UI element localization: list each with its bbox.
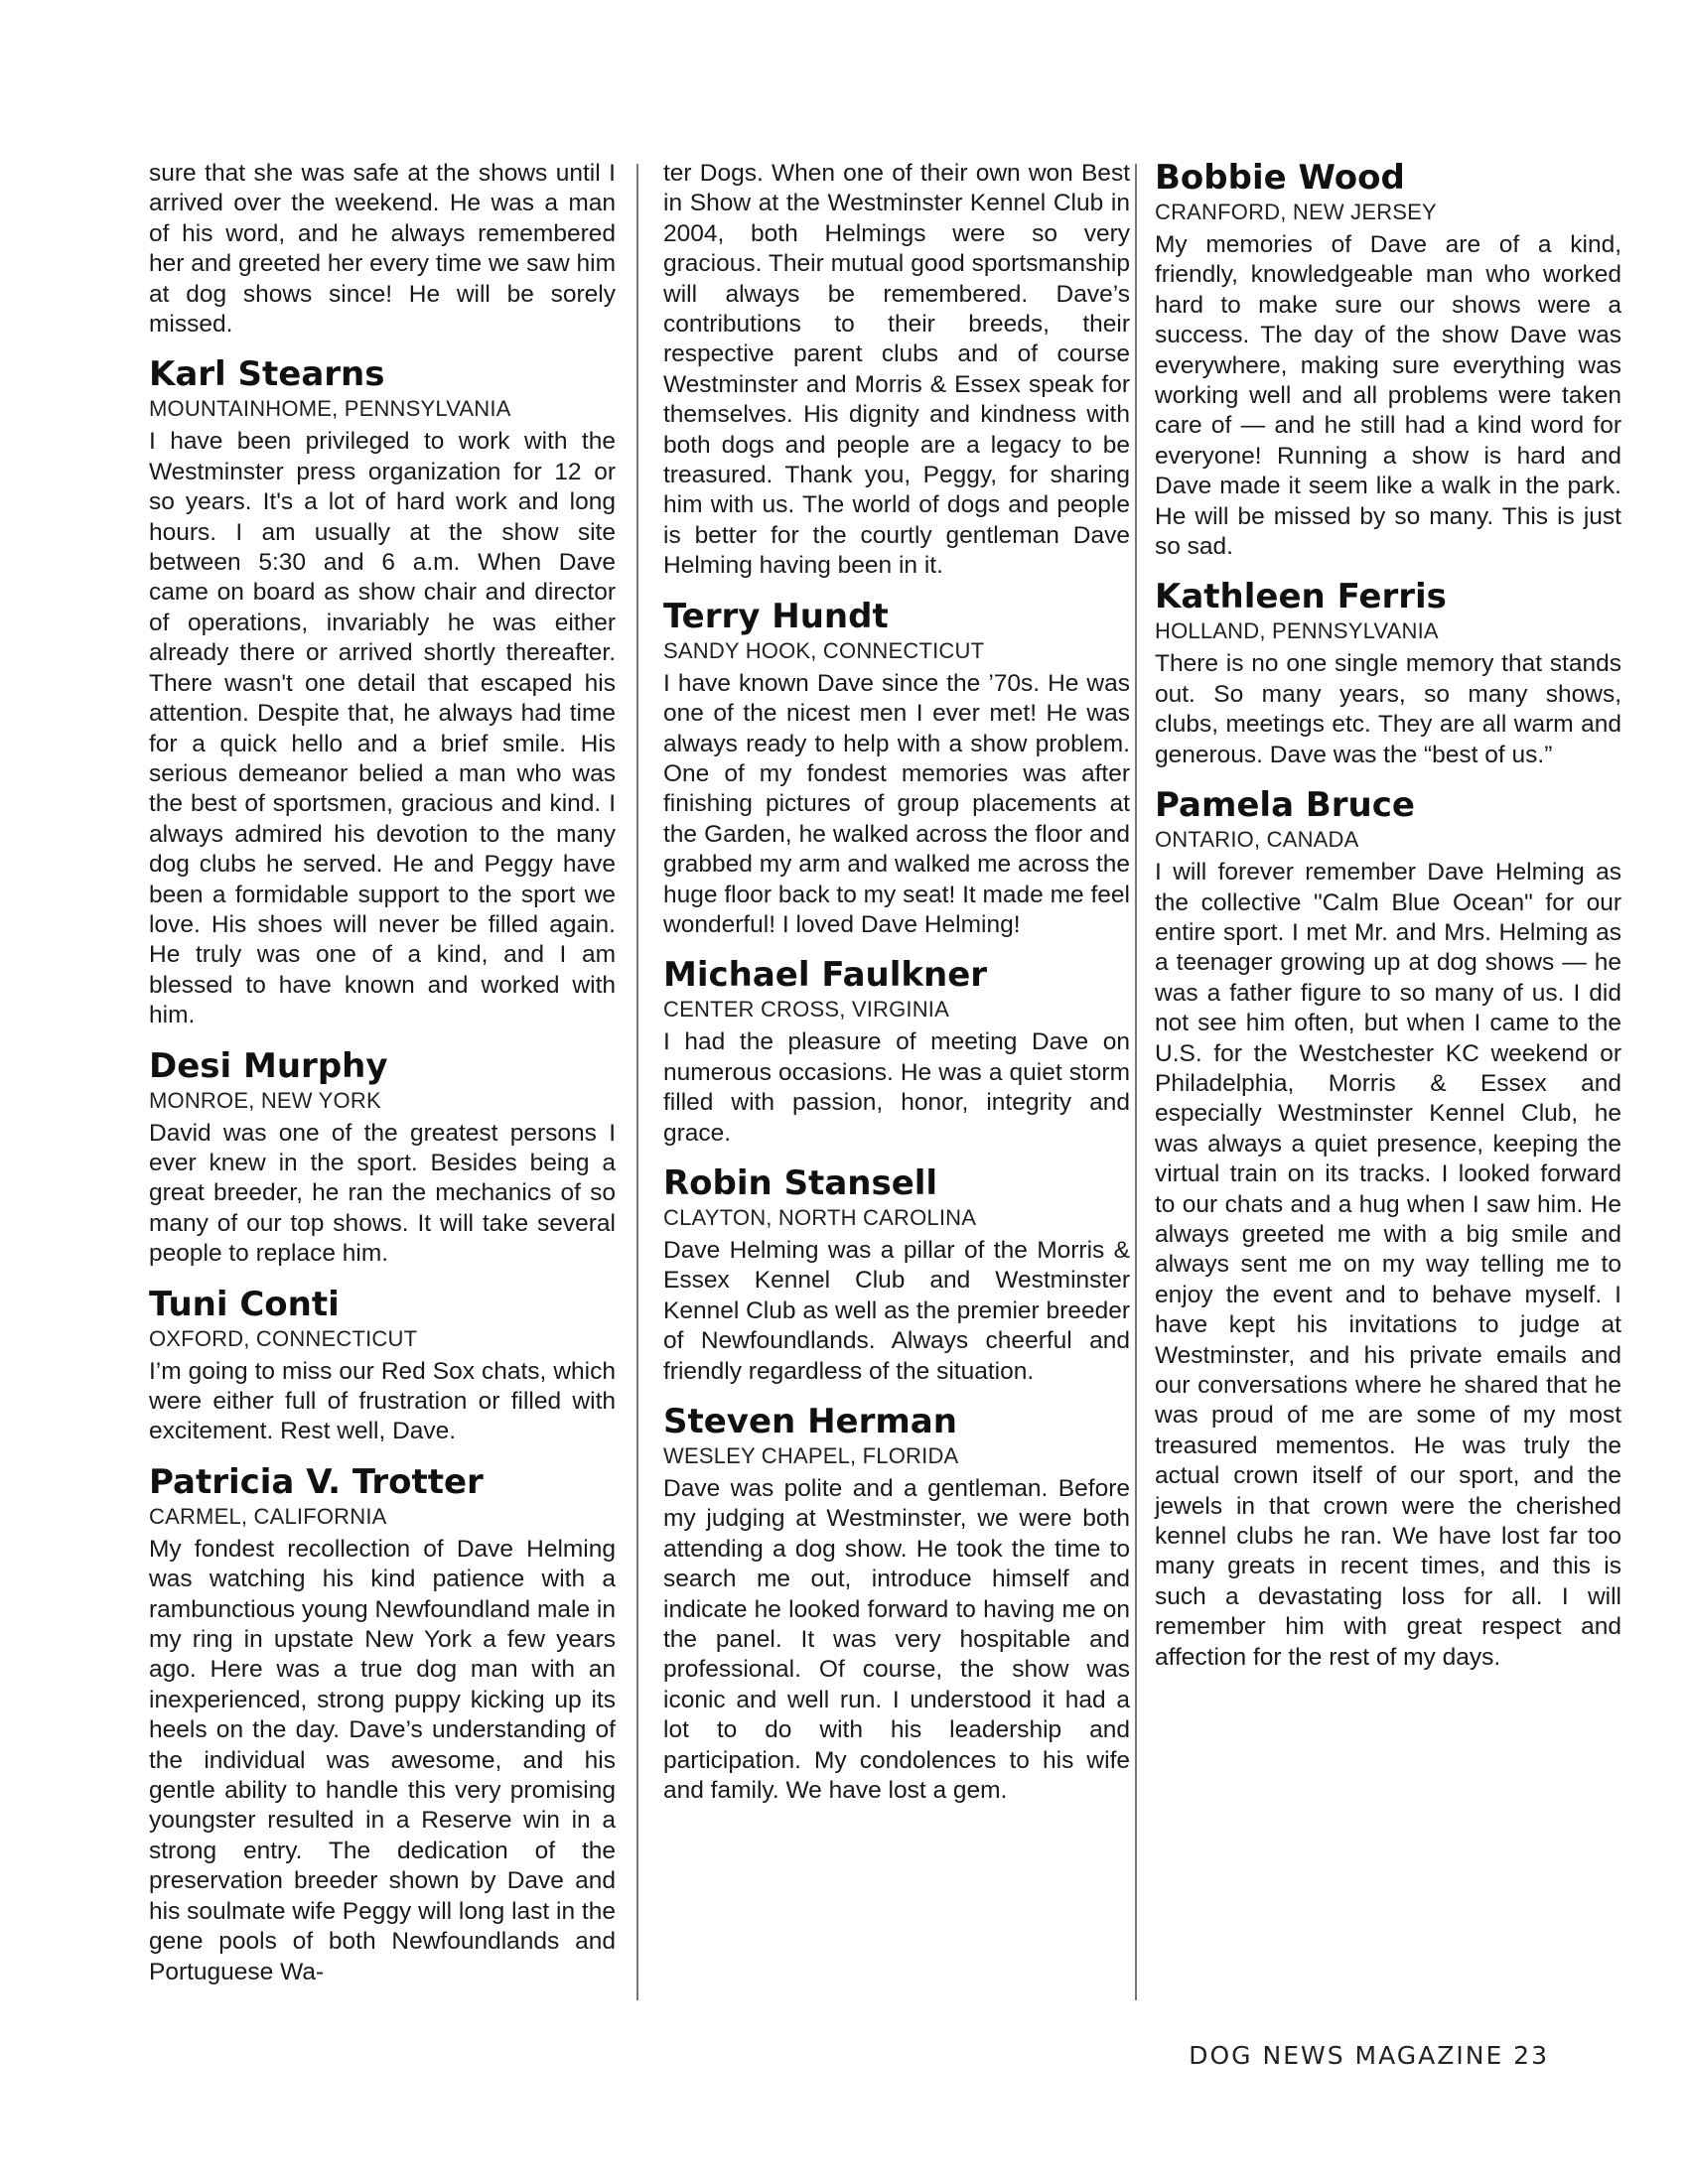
tribute-entry xyxy=(663,956,1130,1149)
contributor-name: Terry Hundt xyxy=(663,596,889,636)
column-divider xyxy=(636,164,638,2000)
tribute-entry xyxy=(1155,578,1621,770)
contributor-name: Kathleen Ferris xyxy=(1155,577,1447,617)
continued-text: sure that she was safe at the shows until I arrived over the weekend. He was a man of his word, and he always remembered her and greeted her every time we saw him at dog shows since! He will be sorely missed. xyxy=(149,160,616,339)
tribute-entry xyxy=(149,1047,616,1270)
tribute-entry xyxy=(1155,786,1621,1673)
continued-text: ter Dogs. When one of their own won Best in Show at the Westminster Kennel Club in 2004, both Helmings were so very gracious. Their mutual good sportsmanship will always be remembered. Dave’s contributions to their breeds, their respective parent clubs and of course Westminster and Morris & Essex speak for themselves. His dignity and kindness with both dogs and people are a legacy to be treasured. Thank you, Peggy, for sharing him with us. The world of dogs and people is better for the courtly gentleman Dave Helming having been in it. xyxy=(663,160,1130,580)
tribute-text: Dave Helming was a pillar of the Morris & Essex Kennel Club and Westminster Kennel Club as well as the premier breeder of Newfoundlands. Always cheerful and friendly regardless of the situation. xyxy=(663,1236,1130,1385)
contributor-location: CRANFORD, NEW JERSEY xyxy=(1155,200,1437,224)
contributor-location: MONROE, NEW YORK xyxy=(149,1087,381,1113)
contributor-name: Steven Herman xyxy=(663,1402,957,1441)
tribute-text: There is no one single memory that stands out. So many years, so many shows, clubs, meetings etc. They are all warm and generous. Dave was the “best of us.” xyxy=(1155,650,1621,768)
tribute-text: I’m going to miss our Red Sox chats, which were either full of frustration or filled with excitement. Rest well, Dave. xyxy=(149,1357,616,1445)
tribute-text: Dave was polite and a gentleman. Before my judging at Westminster, we were both attending a dog show. He took the time to search me out, introduce himself and indicate he looked forward to having me on the panel. It was very hospitable and professional. Of course, the show was iconic and well run. I understood it had a lot to do with his leadership and participation. My condolences to his wife and family. We have lost a gem. xyxy=(663,1475,1130,1805)
tribute-entry xyxy=(663,1164,1130,1387)
page-footer: DOG NEWS MAGAZINE 23 xyxy=(1189,2041,1549,2070)
tribute-text: I have been privileged to work with the Westminster press organization for 12 or so years. It's a lot of hard work and long hours. I am usually at the show site between 5:30 and 6 a.m. When Dave came on board as show chair and director of operations, invariably he was either already there or arrived shortly thereafter. There wasn't one detail that escaped his attention. Despite that, he always had time for a quick hello and a brief smile. His serious demeanor belied a man who was the best of sportsmen, gracious and kind. I always admired his devotion to the many dog clubs he served. He and Peggy have been a formidable support to the sport we love. His shoes will never be filled again. He truly was one of a kind, and I am blessed to have known and worked with him. xyxy=(149,428,616,1029)
contributor-name: Tuni Conti xyxy=(149,1284,340,1324)
contributor-location: CLAYTON, NORTH CAROLINA xyxy=(663,1204,977,1230)
contributor-location: CARMEL, CALIFORNIA xyxy=(149,1503,387,1529)
contributor-location: CENTER CROSS, VIRGINIA xyxy=(663,997,949,1023)
tribute-entry xyxy=(663,598,1130,941)
tribute-text: I will forever remember Dave Helming as the collective "Calm Blue Ocean" for our entire sport. I met Mr. and Mrs. Helming as a teenager growing up at dog shows — he was a father figure to so many of us. I did not see him often, but when I came to the U.S. for the Westchester KC weekend or Philadelphia, Morris & Essex and especially Westminster Kennel Club, he was always a quiet presence, keeping the virtual train on its tracks. I looked forward to our chats and a hug when I saw him. He always greeted me with a big smile and always sent me on my way telling me to enjoy the event and to behave myself. I have kept his invitations to judge at Westminster, and his private emails and our conversations where he shared that he was proud of me are some of my most treasured mementos. He was truly the actual crown itself of our sport, and the jewels in that crown were the cherished kennel clubs he ran. We have lost far too many greats in recent times, and this is such a devastating loss for all. I will remember him with great respect and affection for the rest of my days. xyxy=(1155,859,1621,1671)
contributor-name: Michael Faulkner xyxy=(663,955,988,996)
tribute-entry xyxy=(663,1403,1130,1806)
column-2 xyxy=(663,159,1130,1806)
contributor-name: Robin Stansell xyxy=(663,1162,938,1203)
tribute-entry xyxy=(149,1286,616,1447)
contributor-location: ONTARIO, CANADA xyxy=(1155,827,1359,853)
tribute-entry xyxy=(149,355,616,1030)
tribute-text: David was one of the greatest persons I ever knew in the sport. Besides being a great breeder, he ran the mechanics of so many of our top shows. It will take several people to replace him. xyxy=(149,1119,616,1268)
contributor-location: OXFORD, CONNECTICUT xyxy=(149,1325,418,1351)
contributor-location: SANDY HOOK, CONNECTICUT xyxy=(663,637,985,663)
column-3 xyxy=(1155,159,1621,1673)
contributor-name: Pamela Bruce xyxy=(1155,785,1415,826)
tribute-entry xyxy=(1155,159,1621,562)
contributor-name: Bobbie Wood xyxy=(1155,158,1405,198)
tribute-text: My fondest recollection of Dave Helming was watching his kind patience with a rambunctious young Newfoundland male in my ring in upstate New York a few years ago. Here was a true dog man with an inexperienced, strong puppy kicking up its heels on the day. Dave’s understanding of the individual was awesome, and his gentle ability to handle this very promising youngster resulted in a Reserve win in a strong entry. The dedication of the preservation breeder shown by Dave and his soulmate wife Peggy will long last in the gene pools of both Newfoundlands and Portuguese Wa- xyxy=(149,1535,616,1985)
tribute-text: I have known Dave since the ’70s. He was one of the nicest men I ever met! He was always ready to help with a show problem. One of my fondest memories was after finishing pictures of group placements at the Garden, he walked across the floor and grabbed my arm and walked me across the huge floor back to my seat! It made me feel wonderful! I loved Dave Helming! xyxy=(663,669,1130,938)
contributor-name: Karl Stearns xyxy=(149,354,385,395)
contributor-location: WESLEY CHAPEL, FLORIDA xyxy=(663,1443,959,1468)
tribute-text: My memories of Dave are of a kind, friendly, knowledgeable man who worked hard to make sure our shows were a success. The day of the show Dave was everywhere, making sure everything was working well and all problems were taken care of — and he still had a kind word for everyone! Running a show is hard and Dave made it seem like a walk in the park. He will be missed by so many. This is just so sad. xyxy=(1155,231,1621,561)
tribute-text: I had the pleasure of meeting Dave on numerous occasions. He was a quiet storm filled with passion, honor, integrity and grace. xyxy=(663,1028,1130,1147)
contributor-name: Desi Murphy xyxy=(149,1045,388,1086)
column-divider xyxy=(1135,164,1137,2000)
contributor-name: Patricia V. Trotter xyxy=(149,1461,484,1502)
contributor-location: HOLLAND, PENNSYLVANIA xyxy=(1155,618,1439,644)
tribute-entry xyxy=(149,1463,616,1987)
contributor-location: MOUNTAINHOME, PENNSYLVANIA xyxy=(149,396,511,422)
column-1 xyxy=(149,159,616,1987)
